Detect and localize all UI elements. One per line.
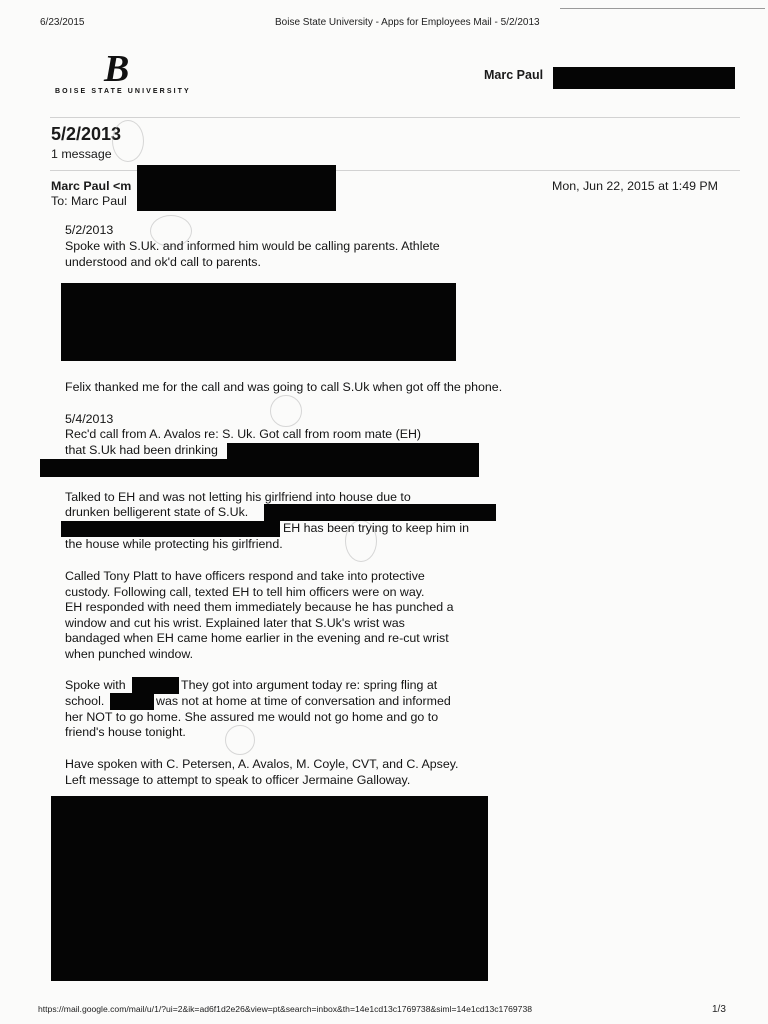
print-date: 6/23/2015 — [40, 17, 85, 28]
note-text: They got into argument today re: spring fling at — [181, 678, 438, 692]
note-text: understood and ok'd call to parents. — [65, 255, 261, 269]
account-name: Marc Paul — [484, 68, 544, 82]
scan-mark — [225, 725, 255, 755]
note-text: bandaged when EH came home earlier in the evening and re-cut wrist — [65, 631, 449, 645]
note-text: EH has been trying to keep him in — [283, 521, 469, 535]
note-text: custody. Following call, texted EH to tell him officers were on way. — [65, 585, 425, 599]
note-text: that S.Uk had been drinking — [65, 443, 218, 457]
scan-artifact-line — [560, 8, 765, 9]
redaction-block — [51, 796, 488, 981]
university-logo-text: BOISE STATE UNIVERSITY — [55, 88, 191, 95]
recipient: To: Marc Paul — [51, 194, 127, 208]
note-text: Rec'd call from A. Avalos re: S. Uk. Got call from room mate (EH) — [65, 427, 422, 441]
note-text: Called Tony Platt to have officers respond and take into protective — [65, 569, 425, 583]
note-text: Talked to EH and was not letting his girlfriend into house due to — [65, 490, 411, 504]
note-text: drunken belligerent state of S.Uk. — [65, 505, 249, 519]
note-text: EH responded with need them immediately because he has punched a — [65, 600, 454, 614]
thread-subject: 5/2/2013 — [51, 124, 122, 144]
note-text: her NOT to go home. She assured me would not go home and go to — [65, 710, 439, 724]
redaction-name — [110, 693, 154, 710]
note-date-1: 5/2/2013 — [65, 223, 114, 237]
note-text: the house while protecting his girlfriend. — [65, 537, 283, 551]
scan-mark — [112, 120, 144, 162]
redaction-addresses — [137, 165, 336, 211]
scan-mark — [270, 395, 302, 427]
note-date-2: 5/4/2013 — [65, 412, 114, 426]
email-date: Mon, Jun 22, 2015 at 1:49 PM — [552, 179, 719, 193]
note-text: Spoke with — [65, 678, 126, 692]
note-text: Left message to attempt to speak to officer Jermaine Galloway. — [65, 773, 411, 787]
note-text: Felix thanked me for the call and was going to call S.Uk when got off the phone. — [65, 380, 503, 394]
university-logo-mark: B — [104, 48, 130, 90]
redaction-inline — [61, 521, 280, 537]
redaction-line — [40, 459, 479, 477]
message-count: 1 message — [51, 147, 112, 161]
note-text: school. — [65, 694, 105, 708]
note-text: was not at home at time of conversation and informed — [156, 694, 451, 708]
note-text: friend's house tonight. — [65, 725, 186, 739]
note-text: window and cut his wrist. Explained later that S.Uk's wrist was — [65, 616, 405, 630]
redaction-block — [61, 283, 456, 361]
redaction-inline — [264, 504, 496, 521]
print-url: https://mail.google.com/mail/u/1/?ui=2&ik=ad6f1d2e26&view=pt&search=inbox&th=14e1cd13c1769738&siml=14e1cd13c1769738 — [38, 1004, 533, 1014]
redaction-inline — [227, 443, 479, 459]
redaction-account-email — [553, 67, 735, 89]
print-title: Boise State University - Apps for Employees Mail - 5/2/2013 — [275, 17, 540, 28]
sender: Marc Paul <m — [51, 179, 132, 193]
note-text: Spoke with S.Uk. and informed him would be calling parents. Athlete — [65, 239, 440, 253]
header-divider — [50, 117, 740, 118]
note-text: when punched window. — [65, 647, 194, 661]
note-text: Have spoken with C. Petersen, A. Avalos, M. Coyle, CVT, and C. Apsey. — [65, 757, 459, 771]
redaction-name — [132, 677, 179, 694]
print-page-number: 1/3 — [712, 1004, 726, 1015]
